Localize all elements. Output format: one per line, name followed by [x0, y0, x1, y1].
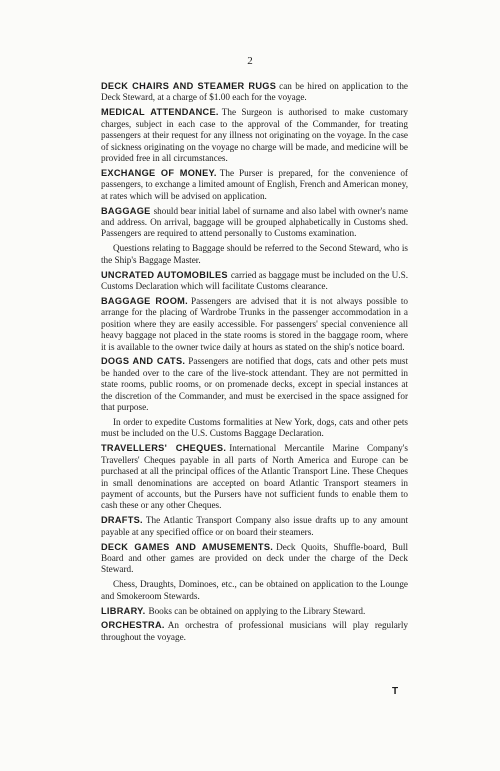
section-medical-attendance — [101, 107, 408, 164]
section-pets-customs — [101, 417, 408, 440]
section-text: Deck Quoits, Shuffle-board, Bull Board and other games are provided on deck under the charge of the Deck Steward. — [101, 541, 409, 575]
section-heading: LIBRARY. — [101, 605, 146, 616]
section-deck-games — [101, 542, 408, 576]
section-baggage-questions — [101, 243, 408, 266]
section-heading: EXCHANGE OF MONEY. — [101, 167, 217, 178]
section-heading: DECK CHAIRS AND STEAMER RUGS — [101, 81, 277, 91]
section-text: International Mercantile Marine Company's Travellers' Cheques payable in all parts of North America and Europe can be purchased at all the principal offices of the Atlantic Transport Line. These Cheques in small denominations are accepted on board Atlantic Transport steamers in payment of accounts, but the Pursers have not sufficient funds to enable them to cash these or any other Cheques. — [101, 443, 409, 511]
section-heading: BAGGAGE — [101, 205, 151, 216]
section-dogs-and-cats — [101, 356, 408, 413]
section-baggage-room — [101, 296, 408, 353]
section-heading: DECK GAMES AND AMUSEMENTS. — [101, 541, 274, 552]
section-text: Passengers are notified that dogs, cats and other pets must be handed over to the care of the live-stock attendant. They are not permitted in state rooms, public rooms, or on promenade decks, except in special instances at the discretion of the Commander, and must be exercised in the space assigned for that purpose. — [101, 356, 408, 413]
section-deck-chairs — [101, 81, 408, 104]
section-library — [101, 606, 408, 617]
section-chess-draughts — [101, 579, 408, 602]
section-heading: DOGS AND CATS. — [101, 356, 186, 367]
section-travellers-cheques — [101, 443, 408, 511]
section-heading: MEDICAL ATTENDANCE. — [101, 107, 219, 118]
section-heading: TRAVELLERS' CHEQUES. — [101, 443, 227, 454]
section-text: An orchestra of professional musicians will play regularly throughout the voyage. — [101, 620, 408, 642]
section-exchange-of-money — [101, 168, 408, 202]
section-heading: DRAFTS. — [101, 515, 143, 526]
section-orchestra — [101, 620, 408, 643]
section-heading: ORCHESTRA. — [101, 620, 165, 631]
section-text: Books can be obtained on applying to the Library Steward. — [148, 605, 366, 616]
page-body — [101, 81, 408, 647]
section-text: should bear initial label of surname and also label with owner's name and address. On arrival, baggage will be grouped alphabetically in Customs shed. Passengers are required to attend personally to Customs examination. — [101, 205, 408, 239]
section-text: The Surgeon is authorised to make customary charges, subject in each case to the approval of the Commander, for treating passengers at their request for any illness not originating on the voyage. In the case of sickness originating on the voyage no charge will be made, and medicine will be provided free in all circumstances. — [101, 107, 408, 163]
section-heading: BAGGAGE ROOM. — [101, 295, 188, 306]
section-text: can be hired on application to the Deck Steward, at a charge of $1.00 each for the voyage. — [101, 81, 408, 103]
section-text: Questions relating to Baggage should be referred to the Second Steward, who is the Ship's Baggage Master. — [101, 243, 408, 265]
section-baggage — [101, 206, 408, 240]
section-text: Passengers are advised that it is not always possible to arrange for the placing of Wardrobe Trunks in the passenger accommodation in a position where they are easily accessible. For passengers' special convenience all heavy baggage not placed in the state rooms is stored in the baggage room, where it is available to the owner twice daily at hours as stated on the ship's notice board. — [101, 295, 409, 352]
section-text: Chess, Draughts, Dominoes, etc., can be obtained on application to the Lounge and Smokeroom Stewards. — [101, 579, 408, 601]
signature-mark: T — [392, 686, 399, 697]
section-text: The Atlantic Transport Company also issue drafts up to any amount payable at any specified office or on board their steamers. — [101, 515, 408, 537]
section-heading: UNCRATED AUTOMOBILES — [101, 269, 228, 280]
section-uncrated-automobiles — [101, 270, 408, 293]
section-text: In order to expedite Customs formalities at New York, dogs, cats and other pets must be included on the U.S. Customs Baggage Declaration. — [101, 416, 408, 439]
page-number: 2 — [247, 55, 253, 67]
section-drafts — [101, 515, 408, 538]
section-text: The Purser is prepared, for the convenience of passengers, to exchange a limited amount of English, French and American money, at rates which will be advised on application. — [101, 167, 408, 201]
section-text: carried as baggage must be included on the U.S. Customs Declaration which will facilitate Customs clearance. — [101, 269, 408, 291]
